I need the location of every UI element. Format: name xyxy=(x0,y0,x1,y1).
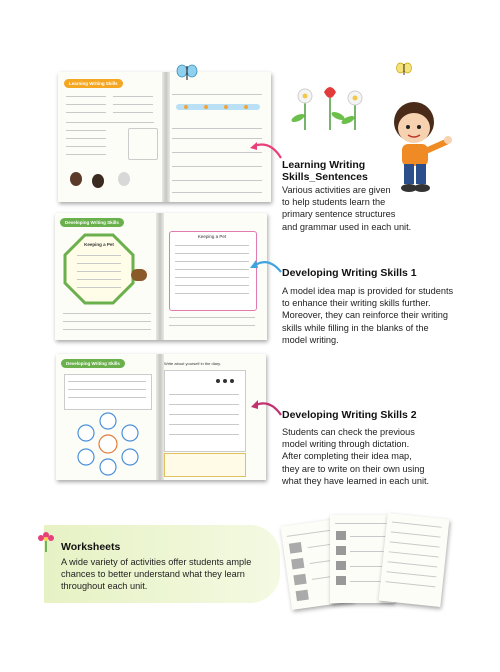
textbook-spread-2 xyxy=(55,213,267,340)
pet-dog-illustration xyxy=(131,269,147,281)
spread-2-model-writing-box xyxy=(169,231,257,311)
textbook-spread-1 xyxy=(58,72,271,202)
butterfly-icon xyxy=(396,62,412,77)
butterfly-icon xyxy=(176,63,198,83)
section-title-developing-writing-skills-2: Developing Writing Skills 2 xyxy=(282,409,417,421)
student-photo xyxy=(118,172,130,186)
section-title-worksheets: Worksheets xyxy=(61,541,121,553)
spread-2-left-heading: Keeping a Pet xyxy=(84,242,114,247)
idea-map-circles xyxy=(74,412,142,476)
spread-3-tab: Developing Writing Skills xyxy=(61,359,125,368)
spread-2-tab: Developing Writing Skills xyxy=(60,218,124,227)
flower-illustration xyxy=(285,82,375,130)
textbook-spread-3 xyxy=(56,354,266,480)
spread-2-right-heading: Keeping a Pet xyxy=(197,234,227,239)
pointer-arrow xyxy=(248,397,284,419)
section-desc-developing-writing-skills-2: Students can check the previous model writing through dictation. After completing their idea map, they are to write on their own using what they have learned in each unit. xyxy=(282,427,430,486)
section-title-developing-writing-skills-1: Developing Writing Skills 1 xyxy=(282,267,417,279)
student-photo xyxy=(92,174,104,188)
pointer-arrow xyxy=(248,138,284,160)
spread-1-tab: Learning Writing Skills xyxy=(64,79,123,88)
pointer-arrow xyxy=(248,254,284,276)
boy-illustration xyxy=(384,98,456,196)
section-desc-learning-writing-skills: Various activities are given to help students learn the primary sentence structures and grammar used in each unit. xyxy=(282,185,412,232)
spread-3-right-heading: Write about yourself in the diary. xyxy=(164,361,221,366)
section-title-learning-writing-skills: Learning Writing Skills_Sentences xyxy=(282,159,368,183)
section-desc-developing-writing-skills-1: A model idea map is provided for students to enhance their writing skills further. Moreover, they can reinforce their writing skills while filling in the blanks of the model writing. xyxy=(282,286,454,345)
student-photo xyxy=(70,172,82,186)
section-desc-worksheets: A wide variety of activities offer students ample chances to better understand what they learn throughout each unit. xyxy=(61,557,252,592)
worksheet-thumbnail-3 xyxy=(379,513,450,607)
flower-icon xyxy=(36,530,56,552)
